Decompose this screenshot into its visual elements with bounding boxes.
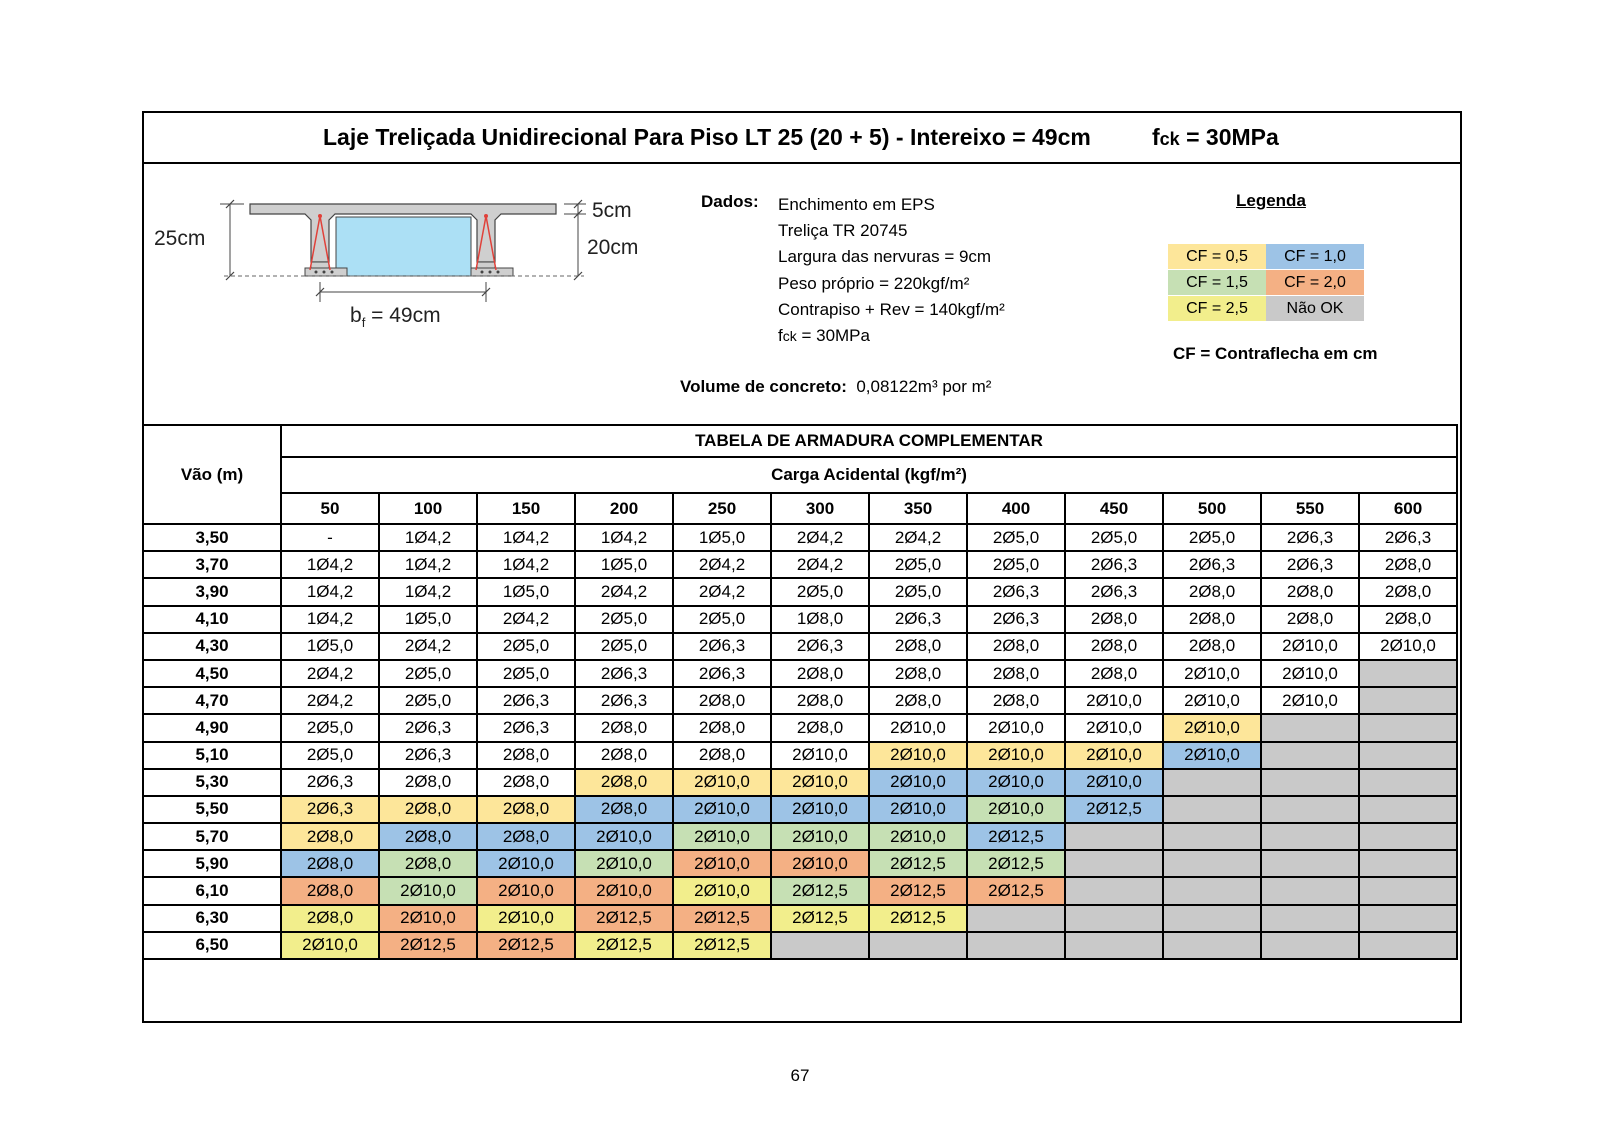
reinforcement-cell: 2Ø6,3	[281, 769, 379, 796]
reinforcement-cell	[1359, 714, 1457, 741]
reinforcement-cell: 2Ø8,0	[379, 769, 477, 796]
reinforcement-cell: 2Ø8,0	[379, 796, 477, 823]
reinforcement-cell: 2Ø10,0	[673, 850, 771, 877]
reinforcement-cell: 2Ø10,0	[379, 877, 477, 904]
dados-item: Contrapiso + Rev = 140kgf/m²	[778, 299, 1005, 319]
reinforcement-cell	[1065, 877, 1163, 904]
reinforcement-cell: 2Ø8,0	[1261, 578, 1359, 605]
reinforcement-cell	[1359, 796, 1457, 823]
reinforcement-cell: 2Ø6,3	[477, 714, 575, 741]
reinforcement-cell: 2Ø10,0	[673, 823, 771, 850]
span-value: 5,90	[143, 850, 281, 877]
reinforcement-cell: 2Ø8,0	[1359, 606, 1457, 633]
reinforcement-cell	[1261, 769, 1359, 796]
reinforcement-cell: 2Ø8,0	[771, 660, 869, 687]
reinforcement-cell: 2Ø4,2	[771, 551, 869, 578]
reinforcement-cell: 1Ø4,2	[281, 606, 379, 633]
reinforcement-cell: 2Ø10,0	[1261, 633, 1359, 660]
title-row	[144, 113, 1460, 164]
reinforcement-cell	[1163, 769, 1261, 796]
info-section	[144, 164, 1460, 424]
reinforcement-cell: 2Ø5,0	[477, 660, 575, 687]
reinforcement-cell	[1261, 932, 1359, 959]
reinforcement-cell: 2Ø10,0	[1163, 687, 1261, 714]
reinforcement-cell: 2Ø4,2	[771, 524, 869, 551]
reinforcement-cell: 2Ø10,0	[869, 796, 967, 823]
reinforcement-cell	[1359, 769, 1457, 796]
table-row	[143, 932, 1457, 959]
page-number: 67	[790, 1066, 810, 1085]
reinforcement-cell	[1163, 850, 1261, 877]
reinforcement-cell: 2Ø5,0	[869, 551, 967, 578]
reinforcement-cell: 2Ø8,0	[771, 687, 869, 714]
table-row	[143, 742, 1457, 769]
table-row	[143, 687, 1457, 714]
load-header: 600	[1359, 493, 1457, 524]
load-header: 400	[967, 493, 1065, 524]
span-value: 4,90	[143, 714, 281, 741]
reinforcement-cell	[1261, 850, 1359, 877]
reinforcement-cell: 2Ø5,0	[281, 742, 379, 769]
table-title: TABELA DE ARMADURA COMPLEMENTAR	[281, 425, 1457, 457]
reinforcement-cell: 2Ø12,5	[379, 932, 477, 959]
table-row	[143, 769, 1457, 796]
reinforcement-cell: 2Ø6,3	[575, 660, 673, 687]
reinforcement-cell: 2Ø10,0	[575, 823, 673, 850]
table-subtitle: Carga Acidental (kgf/m²)	[281, 457, 1457, 493]
span-value: 5,30	[143, 769, 281, 796]
legend-item: CF = 2,5	[1168, 296, 1266, 321]
legend-item: CF = 1,0	[1266, 244, 1364, 269]
reinforcement-cell: 1Ø5,0	[379, 606, 477, 633]
reinforcement-cell	[869, 932, 967, 959]
reinforcement-cell: 2Ø8,0	[869, 660, 967, 687]
legend-item: Não OK	[1266, 296, 1364, 321]
reinforcement-cell: 2Ø5,0	[379, 687, 477, 714]
table-row	[143, 606, 1457, 633]
reinforcement-cell: 2Ø10,0	[869, 823, 967, 850]
reinforcement-cell: 2Ø5,0	[477, 633, 575, 660]
reinforcement-cell	[967, 932, 1065, 959]
reinforcement-cell: 2Ø10,0	[967, 714, 1065, 741]
reinforcement-cell: 2Ø8,0	[281, 823, 379, 850]
span-value: 3,50	[143, 524, 281, 551]
reinforcement-cell: 2Ø10,0	[673, 877, 771, 904]
reinforcement-cell	[1359, 742, 1457, 769]
reinforcement-cell: 2Ø6,3	[967, 578, 1065, 605]
load-header: 450	[1065, 493, 1163, 524]
fck-title: fck = 30MPa	[1152, 124, 1279, 150]
load-header-row	[143, 493, 1457, 524]
reinforcement-cell: 2Ø10,0	[1163, 660, 1261, 687]
span-value: 4,30	[143, 633, 281, 660]
legend-item: CF = 0,5	[1168, 244, 1266, 269]
reinforcement-cell: 2Ø6,3	[379, 742, 477, 769]
reinforcement-cell: 2Ø8,0	[1163, 578, 1261, 605]
reinforcement-cell	[1163, 823, 1261, 850]
span-value: 6,10	[143, 877, 281, 904]
dados-label: Dados:	[701, 192, 759, 211]
reinforcement-cell: 2Ø8,0	[281, 877, 379, 904]
reinforcement-cell: 2Ø6,3	[281, 796, 379, 823]
reinforcement-cell: 2Ø8,0	[575, 742, 673, 769]
reinforcement-cell: 1Ø4,2	[281, 551, 379, 578]
reinforcement-cell	[1065, 823, 1163, 850]
reinforcement-cell: 1Ø5,0	[477, 578, 575, 605]
reinforcement-cell: 1Ø4,2	[477, 551, 575, 578]
reinforcement-cell: 2Ø6,3	[1359, 524, 1457, 551]
reinforcement-cell: 1Ø5,0	[281, 633, 379, 660]
reinforcement-cell: 2Ø10,0	[1359, 633, 1457, 660]
reinforcement-cell	[1359, 687, 1457, 714]
reinforcement-cell: 2Ø12,5	[967, 850, 1065, 877]
legend-title: Legenda	[1236, 191, 1306, 210]
reinforcement-cell: 1Ø4,2	[575, 524, 673, 551]
reinforcement-cell: 1Ø4,2	[477, 524, 575, 551]
reinforcement-cell: 2Ø8,0	[1359, 578, 1457, 605]
span-value: 4,70	[143, 687, 281, 714]
reinforcement-cell: 1Ø4,2	[379, 578, 477, 605]
reinforcement-cell: 2Ø5,0	[575, 633, 673, 660]
reinforcement-cell: 2Ø10,0	[477, 850, 575, 877]
reinforcement-cell: 2Ø8,0	[477, 823, 575, 850]
legend-item: CF = 2,0	[1266, 270, 1364, 295]
dados-fck: fck = 30MPa	[778, 326, 870, 346]
reinforcement-cell	[967, 905, 1065, 932]
reinforcement-cell: 2Ø8,0	[575, 769, 673, 796]
table-row	[143, 660, 1457, 687]
load-header: 550	[1261, 493, 1359, 524]
reinforcement-cell: 2Ø8,0	[869, 633, 967, 660]
reinforcement-table	[142, 424, 1458, 960]
reinforcement-cell	[1261, 796, 1359, 823]
reinforcement-cell: 2Ø10,0	[1065, 742, 1163, 769]
reinforcement-cell: 2Ø12,5	[869, 877, 967, 904]
reinforcement-cell: 2Ø10,0	[771, 850, 869, 877]
dados-item: Enchimento em EPS	[778, 195, 935, 214]
reinforcement-cell	[1359, 905, 1457, 932]
reinforcement-cell: 2Ø12,5	[771, 905, 869, 932]
reinforcement-cell: 2Ø10,0	[673, 769, 771, 796]
reinforcement-cell: 2Ø8,0	[1065, 633, 1163, 660]
reinforcement-cell: 2Ø10,0	[575, 850, 673, 877]
reinforcement-cell: 2Ø10,0	[1065, 714, 1163, 741]
reinforcement-cell: 2Ø8,0	[379, 850, 477, 877]
reinforcement-cell: 1Ø4,2	[379, 524, 477, 551]
reinforcement-cell: 2Ø12,5	[1065, 796, 1163, 823]
reinforcement-cell: 2Ø12,5	[673, 932, 771, 959]
reinforcement-cell: 2Ø5,0	[771, 578, 869, 605]
reinforcement-cell: 2Ø5,0	[379, 660, 477, 687]
reinforcement-cell: 2Ø10,0	[967, 742, 1065, 769]
reinforcement-cell: 2Ø8,0	[575, 714, 673, 741]
reinforcement-cell: 2Ø5,0	[869, 578, 967, 605]
reinforcement-cell: 2Ø5,0	[673, 606, 771, 633]
reinforcement-cell: 2Ø8,0	[575, 796, 673, 823]
table-row	[143, 551, 1457, 578]
table-row	[143, 578, 1457, 605]
dim-total-height: 25cm	[154, 227, 206, 250]
reinforcement-cell: 2Ø8,0	[1261, 606, 1359, 633]
load-header: 50	[281, 493, 379, 524]
reinforcement-cell	[1163, 877, 1261, 904]
table-row	[143, 714, 1457, 741]
table-row	[143, 796, 1457, 823]
reinforcement-cell	[1359, 823, 1457, 850]
reinforcement-cell: 2Ø12,5	[575, 905, 673, 932]
reinforcement-cell: 2Ø5,0	[1065, 524, 1163, 551]
legend-item: CF = 1,5	[1168, 270, 1266, 295]
reinforcement-cell: 2Ø8,0	[379, 823, 477, 850]
reinforcement-cell	[1261, 877, 1359, 904]
reinforcement-cell: 2Ø10,0	[771, 823, 869, 850]
reinforcement-cell: 2Ø12,5	[477, 932, 575, 959]
span-value: 4,50	[143, 660, 281, 687]
reinforcement-cell: 2Ø6,3	[673, 660, 771, 687]
reinforcement-cell: 2Ø10,0	[1065, 769, 1163, 796]
dim-top-thickness: 5cm	[592, 199, 632, 222]
span-value: 5,70	[143, 823, 281, 850]
vao-header: Vão (m)	[143, 425, 281, 524]
reinforcement-cell	[1261, 905, 1359, 932]
load-header: 250	[673, 493, 771, 524]
reinforcement-cell: 2Ø10,0	[477, 905, 575, 932]
reinforcement-cell: 2Ø6,3	[869, 606, 967, 633]
table-body	[143, 524, 1457, 959]
reinforcement-cell: 2Ø8,0	[673, 687, 771, 714]
reinforcement-cell: 2Ø6,3	[575, 687, 673, 714]
dim-rib-height: 20cm	[587, 236, 639, 259]
dim-bf: $b_f = 49cm$	[350, 304, 441, 330]
reinforcement-cell	[1163, 796, 1261, 823]
reinforcement-cell: 2Ø12,5	[575, 932, 673, 959]
reinforcement-cell: 1Ø5,0	[673, 524, 771, 551]
table-row	[143, 823, 1457, 850]
reinforcement-cell: 2Ø4,2	[281, 660, 379, 687]
reinforcement-cell	[1163, 932, 1261, 959]
reinforcement-cell: 2Ø4,2	[281, 687, 379, 714]
span-value: 6,30	[143, 905, 281, 932]
span-value: 3,70	[143, 551, 281, 578]
reinforcement-cell: 1Ø4,2	[281, 578, 379, 605]
table-row	[143, 524, 1457, 551]
reinforcement-cell: 2Ø10,0	[1163, 742, 1261, 769]
reinforcement-cell: 2Ø6,3	[379, 714, 477, 741]
reinforcement-cell: 2Ø6,3	[1261, 524, 1359, 551]
reinforcement-cell: 2Ø8,0	[771, 714, 869, 741]
span-value: 6,50	[143, 932, 281, 959]
reinforcement-cell: 2Ø6,3	[1065, 551, 1163, 578]
reinforcement-cell: 2Ø8,0	[477, 796, 575, 823]
reinforcement-cell: 1Ø5,0	[575, 551, 673, 578]
span-value: 5,10	[143, 742, 281, 769]
reinforcement-cell	[1261, 714, 1359, 741]
reinforcement-cell	[1261, 823, 1359, 850]
reinforcement-cell: 2Ø8,0	[1163, 606, 1261, 633]
reinforcement-cell	[1065, 850, 1163, 877]
page-title: Laje Treliçada Unidirecional Para Piso LT 25 (20 + 5) - Intereixo = 49cm	[323, 124, 1091, 150]
reinforcement-cell: 2Ø12,5	[967, 823, 1065, 850]
dados-item: Largura das nervuras = 9cm	[778, 247, 992, 267]
reinforcement-cell: 2Ø5,0	[1163, 524, 1261, 551]
dados-list	[778, 192, 1005, 349]
reinforcement-cell: 2Ø12,5	[673, 905, 771, 932]
reinforcement-cell: 2Ø4,2	[575, 578, 673, 605]
reinforcement-cell: 2Ø4,2	[673, 551, 771, 578]
reinforcement-cell: 2Ø12,5	[869, 905, 967, 932]
reinforcement-cell: 2Ø8,0	[673, 714, 771, 741]
cf-note: CF = Contraflecha em cm	[1173, 344, 1378, 363]
document-frame	[142, 111, 1462, 1023]
reinforcement-cell: 2Ø10,0	[575, 877, 673, 904]
reinforcement-cell: 1Ø4,2	[379, 551, 477, 578]
table-row	[143, 850, 1457, 877]
reinforcement-cell: 2Ø10,0	[673, 796, 771, 823]
reinforcement-cell: 2Ø8,0	[477, 742, 575, 769]
reinforcement-cell: 2Ø10,0	[869, 714, 967, 741]
reinforcement-cell: 2Ø6,3	[1065, 578, 1163, 605]
reinforcement-cell: 2Ø6,3	[1163, 551, 1261, 578]
table-row	[143, 633, 1457, 660]
dados-item: Treliça TR 20745	[778, 221, 908, 241]
load-header: 500	[1163, 493, 1261, 524]
reinforcement-cell	[1359, 877, 1457, 904]
reinforcement-cell: 2Ø5,0	[281, 714, 379, 741]
reinforcement-cell: 2Ø8,0	[477, 769, 575, 796]
reinforcement-cell	[1065, 932, 1163, 959]
reinforcement-cell: 2Ø10,0	[477, 877, 575, 904]
reinforcement-cell: 2Ø12,5	[869, 850, 967, 877]
reinforcement-cell: 2Ø10,0	[771, 742, 869, 769]
reinforcement-cell: 2Ø8,0	[1163, 633, 1261, 660]
span-value: 3,90	[143, 578, 281, 605]
reinforcement-cell: -	[281, 524, 379, 551]
reinforcement-cell: 2Ø6,3	[673, 633, 771, 660]
reinforcement-cell: 2Ø8,0	[869, 687, 967, 714]
reinforcement-cell: 2Ø5,0	[967, 551, 1065, 578]
reinforcement-cell: 2Ø8,0	[1065, 606, 1163, 633]
reinforcement-cell: 2Ø8,0	[967, 660, 1065, 687]
concrete-volume: Volume de concreto: 0,08122m³ por m²	[680, 377, 992, 396]
load-header: 100	[379, 493, 477, 524]
reinforcement-cell: 2Ø8,0	[967, 633, 1065, 660]
reinforcement-cell: 2Ø10,0	[1261, 687, 1359, 714]
table-row	[143, 905, 1457, 932]
reinforcement-cell: 2Ø10,0	[1065, 687, 1163, 714]
reinforcement-cell: 2Ø10,0	[869, 769, 967, 796]
span-value: 5,50	[143, 796, 281, 823]
reinforcement-cell	[1163, 905, 1261, 932]
load-header: 150	[477, 493, 575, 524]
reinforcement-cell: 2Ø8,0	[1065, 660, 1163, 687]
reinforcement-cell: 2Ø10,0	[771, 769, 869, 796]
reinforcement-cell: 2Ø4,2	[477, 606, 575, 633]
reinforcement-cell: 2Ø8,0	[673, 742, 771, 769]
reinforcement-cell: 2Ø5,0	[967, 524, 1065, 551]
table-row	[143, 877, 1457, 904]
reinforcement-cell: 2Ø8,0	[1359, 551, 1457, 578]
reinforcement-cell	[1359, 850, 1457, 877]
dados-item: Peso próprio = 220kgf/m²	[778, 273, 970, 293]
load-header: 200	[575, 493, 673, 524]
load-header: 300	[771, 493, 869, 524]
reinforcement-cell: 2Ø10,0	[379, 905, 477, 932]
reinforcement-cell: 2Ø10,0	[869, 742, 967, 769]
reinforcement-cell: 2Ø6,3	[967, 606, 1065, 633]
reinforcement-cell: 2Ø6,3	[771, 633, 869, 660]
reinforcement-cell: 2Ø6,3	[1261, 551, 1359, 578]
reinforcement-cell: 1Ø8,0	[771, 606, 869, 633]
reinforcement-cell: 2Ø5,0	[575, 606, 673, 633]
span-value: 4,10	[143, 606, 281, 633]
reinforcement-cell: 2Ø10,0	[967, 796, 1065, 823]
reinforcement-cell: 2Ø6,3	[477, 687, 575, 714]
reinforcement-cell	[1065, 905, 1163, 932]
reinforcement-cell: 2Ø10,0	[1163, 714, 1261, 741]
load-header: 350	[869, 493, 967, 524]
reinforcement-cell: 2Ø10,0	[1261, 660, 1359, 687]
reinforcement-cell: 2Ø4,2	[379, 633, 477, 660]
reinforcement-cell: 2Ø4,2	[869, 524, 967, 551]
reinforcement-cell: 2Ø10,0	[967, 769, 1065, 796]
reinforcement-cell: 2Ø8,0	[281, 850, 379, 877]
reinforcement-cell: 2Ø8,0	[967, 687, 1065, 714]
reinforcement-cell	[771, 932, 869, 959]
slab-section-diagram	[154, 182, 654, 330]
reinforcement-cell	[1359, 660, 1457, 687]
reinforcement-cell: 2Ø10,0	[771, 796, 869, 823]
reinforcement-cell	[1359, 932, 1457, 959]
reinforcement-cell: 2Ø8,0	[281, 905, 379, 932]
reinforcement-cell: 2Ø12,5	[967, 877, 1065, 904]
reinforcement-cell	[1261, 742, 1359, 769]
reinforcement-cell: 2Ø4,2	[673, 578, 771, 605]
reinforcement-cell: 2Ø12,5	[771, 877, 869, 904]
reinforcement-cell: 2Ø10,0	[281, 932, 379, 959]
